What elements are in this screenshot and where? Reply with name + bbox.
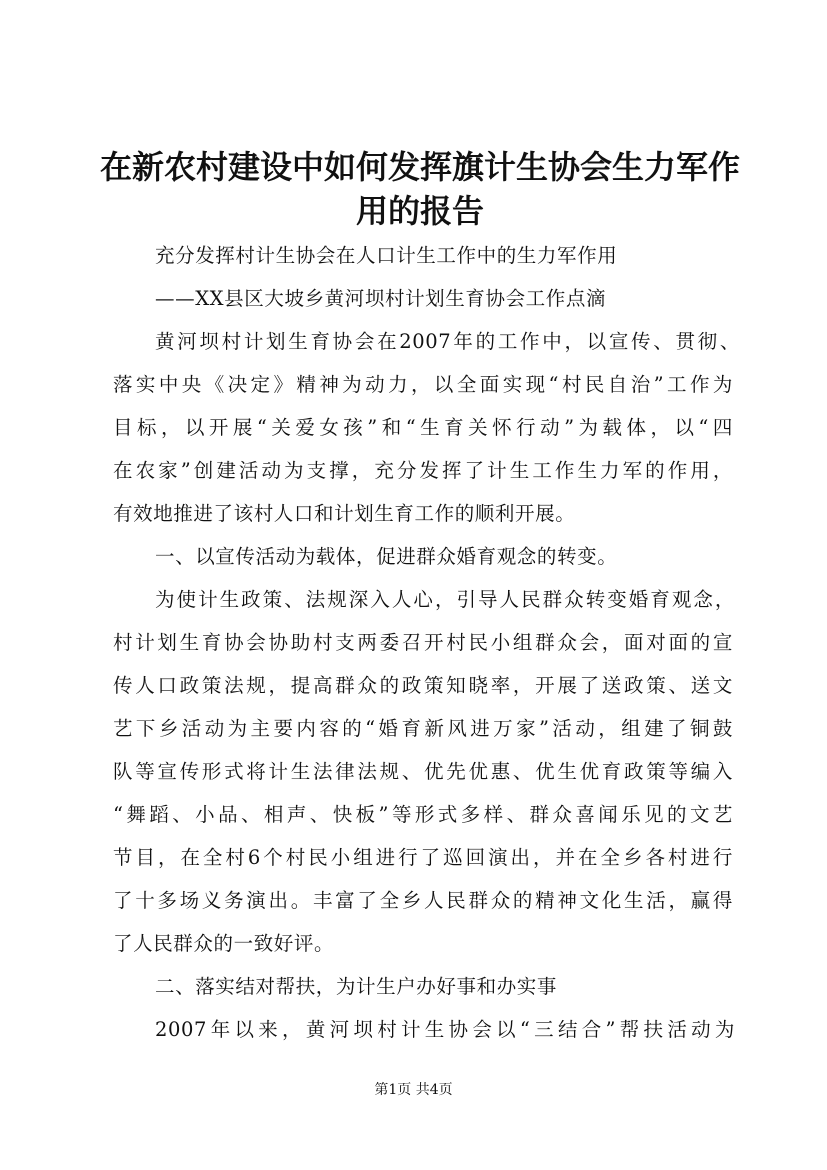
- paragraph-line: 有效地推进了该村人口和计划生育工作的顺利开展。: [113, 502, 576, 525]
- subtitle-line-2: ——XX县区大坡乡黄河坝村计划生育协会工作点滴: [155, 287, 607, 310]
- paragraph-line: “舞蹈、小品、相声、快板”等形式多样、群众喜闻乐见的文艺: [113, 803, 733, 826]
- paragraph-line: 目标，以开展“关爱女孩”和“生育关怀行动”为载体，以“四: [113, 416, 733, 439]
- section-heading-1: 一、以宣传活动为载体，促进群众婚育观念的转变。: [155, 545, 618, 568]
- paragraph-line: 2007年以来，黄河坝村计生协会以“三结合”帮扶活动为: [155, 1018, 735, 1041]
- subtitle-line-1: 充分发挥村计生协会在人口计生工作中的生力军作用: [155, 244, 618, 267]
- paragraph-line: 黄河坝村计划生育协会在2007年的工作中，以宣传、贯彻、: [155, 330, 740, 353]
- title-line-1: 在新农村建设中如何发挥旗计生协会生力军作: [100, 148, 741, 186]
- paragraph-line: 为使计生政策、法规深入人心，引导人民群众转变婚育观念，: [155, 588, 735, 611]
- paragraph-line: 在农家”创建活动为支撑，充分发挥了计生工作生力军的作用，: [113, 459, 733, 482]
- paragraph-line: 节目，在全村6个村民小组进行了巡回演出，并在全乡各村进行: [113, 846, 733, 869]
- paragraph-line: 了十多场义务演出。丰富了全乡人民群众的精神文化生活，赢得: [113, 889, 733, 912]
- document-title: [100, 145, 740, 233]
- paragraph-line: 村计划生育协会协助村支两委召开村民小组群众会，面对面的宣: [113, 631, 733, 654]
- section-heading-2: 二、落实结对帮扶，为计生户办好事和办实事: [155, 975, 558, 998]
- paragraph-line: 艺下乡活动为主要内容的“婚育新风进万家”活动，组建了铜鼓: [113, 717, 733, 740]
- paragraph-line: 传人口政策法规，提高群众的政策知晓率，开展了送政策、送文: [113, 674, 733, 697]
- paragraph-line: 了人民群众的一致好评。: [113, 932, 335, 955]
- title-line-2: 用的报告: [355, 192, 484, 230]
- paragraph-line: 落实中央《决定》精神为动力，以全面实现“村民自治”工作为: [113, 373, 733, 396]
- paragraph-line: 队等宣传形式将计生法律法规、优先优惠、优生优育政策等编入: [113, 760, 733, 783]
- page-footer: 第1页 共4页: [374, 1082, 453, 1098]
